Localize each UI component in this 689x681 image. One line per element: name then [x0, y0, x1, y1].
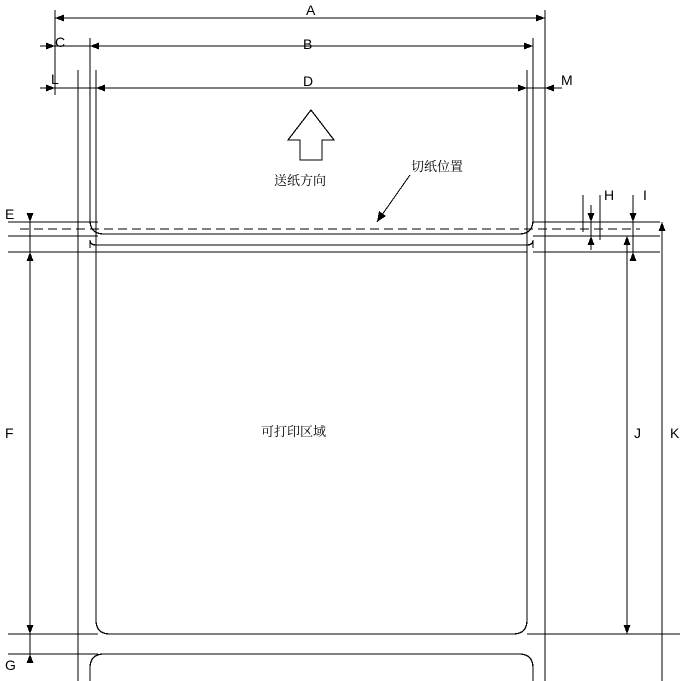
dimension-label-l: L: [51, 71, 59, 87]
dimension-label-d: D: [303, 73, 314, 89]
feed-direction-label: 送纸方向: [274, 173, 327, 188]
printable-area-outline: [96, 252, 527, 634]
feed-direction-arrow: [288, 110, 334, 160]
dimension-label-m: M: [561, 72, 573, 88]
dimension-label-f: F: [5, 425, 14, 441]
witness-lines: [8, 10, 680, 654]
label-next-top-outline: [90, 240, 533, 248]
dimension-label-a: A: [306, 2, 316, 18]
dimension-label-e: E: [5, 206, 15, 222]
dimension-lines: [27, 15, 666, 681]
dimension-label-c: C: [55, 34, 66, 50]
cut-position-leader: [377, 175, 410, 222]
dimension-label-g: G: [5, 657, 16, 673]
dimension-label-j: J: [634, 425, 641, 441]
printable-area-label: 可打印区域: [261, 424, 327, 439]
dimension-label-h: H: [604, 187, 615, 203]
cut-position-label: 切纸位置: [411, 159, 464, 174]
next-label-outline: [90, 654, 533, 681]
dimension-label-k: K: [670, 425, 680, 441]
dimension-label-i: I: [643, 187, 647, 203]
dimension-label-b: B: [303, 36, 313, 52]
